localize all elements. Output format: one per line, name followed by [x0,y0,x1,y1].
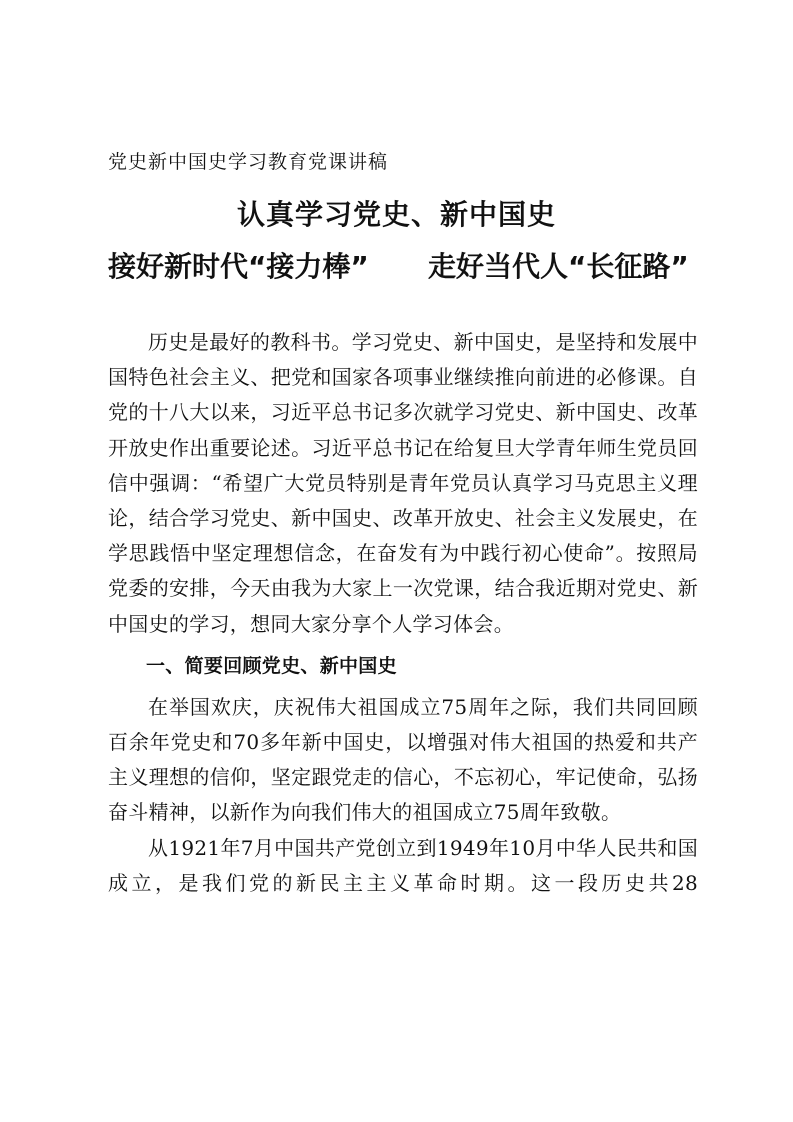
document-body [108,325,698,901]
paragraph-intro: 历史是最好的教科书。学习党史、新中国史，是坚持和发展中国特色社会主义、把党和国家各项事业继续推向前进的必修课。自党的十八大以来，习近平总书记多次就学习党史、新中国史、改革开放史作出重要论述。习近平总书记在给复旦大学青年师生党员回信中强调：“希望广大党员特别是青年党员认真学习马克思主义理论，结合学习党史、新中国史、改革开放史、社会主义发展史，在学思践悟中坚定理想信念，在奋发有为中践行初心使命”。按照局党委的安排，今天由我为大家上一次党课，结合我近期对党史、新中国史的学习，想同大家分享个人学习体会。 [108,330,698,636]
title-line-2-left: 接好新时代“接力棒” [108,250,369,283]
document-label: 党史新中国史学习教育党课讲稿 [108,151,389,173]
section-heading: 一、简要回顾党史、新中国史 [146,654,397,677]
paragraph-anniversary: 在举国欢庆，庆祝伟大祖国成立75周年之际，我们共同回顾百余年党史和70多年新中国史，以增强对伟大祖国的热爱和共产主义理想的信仰，坚定跟党走的信心，不忘初心，牢记使命，弘扬奋斗精神，以新作为向我们伟大的祖国成立75周年致敬。 [108,694,698,825]
title-line-2-right: 走好当代人“长征路” [428,250,689,283]
paragraph-history: 从1921年7月中国共产党创立到1949年10月中华人民共和国成立，是我们党的新民主主义革命时期。这一段历史共28 [108,835,698,895]
title-line-1: 认真学习党史、新中国史 [236,198,556,231]
